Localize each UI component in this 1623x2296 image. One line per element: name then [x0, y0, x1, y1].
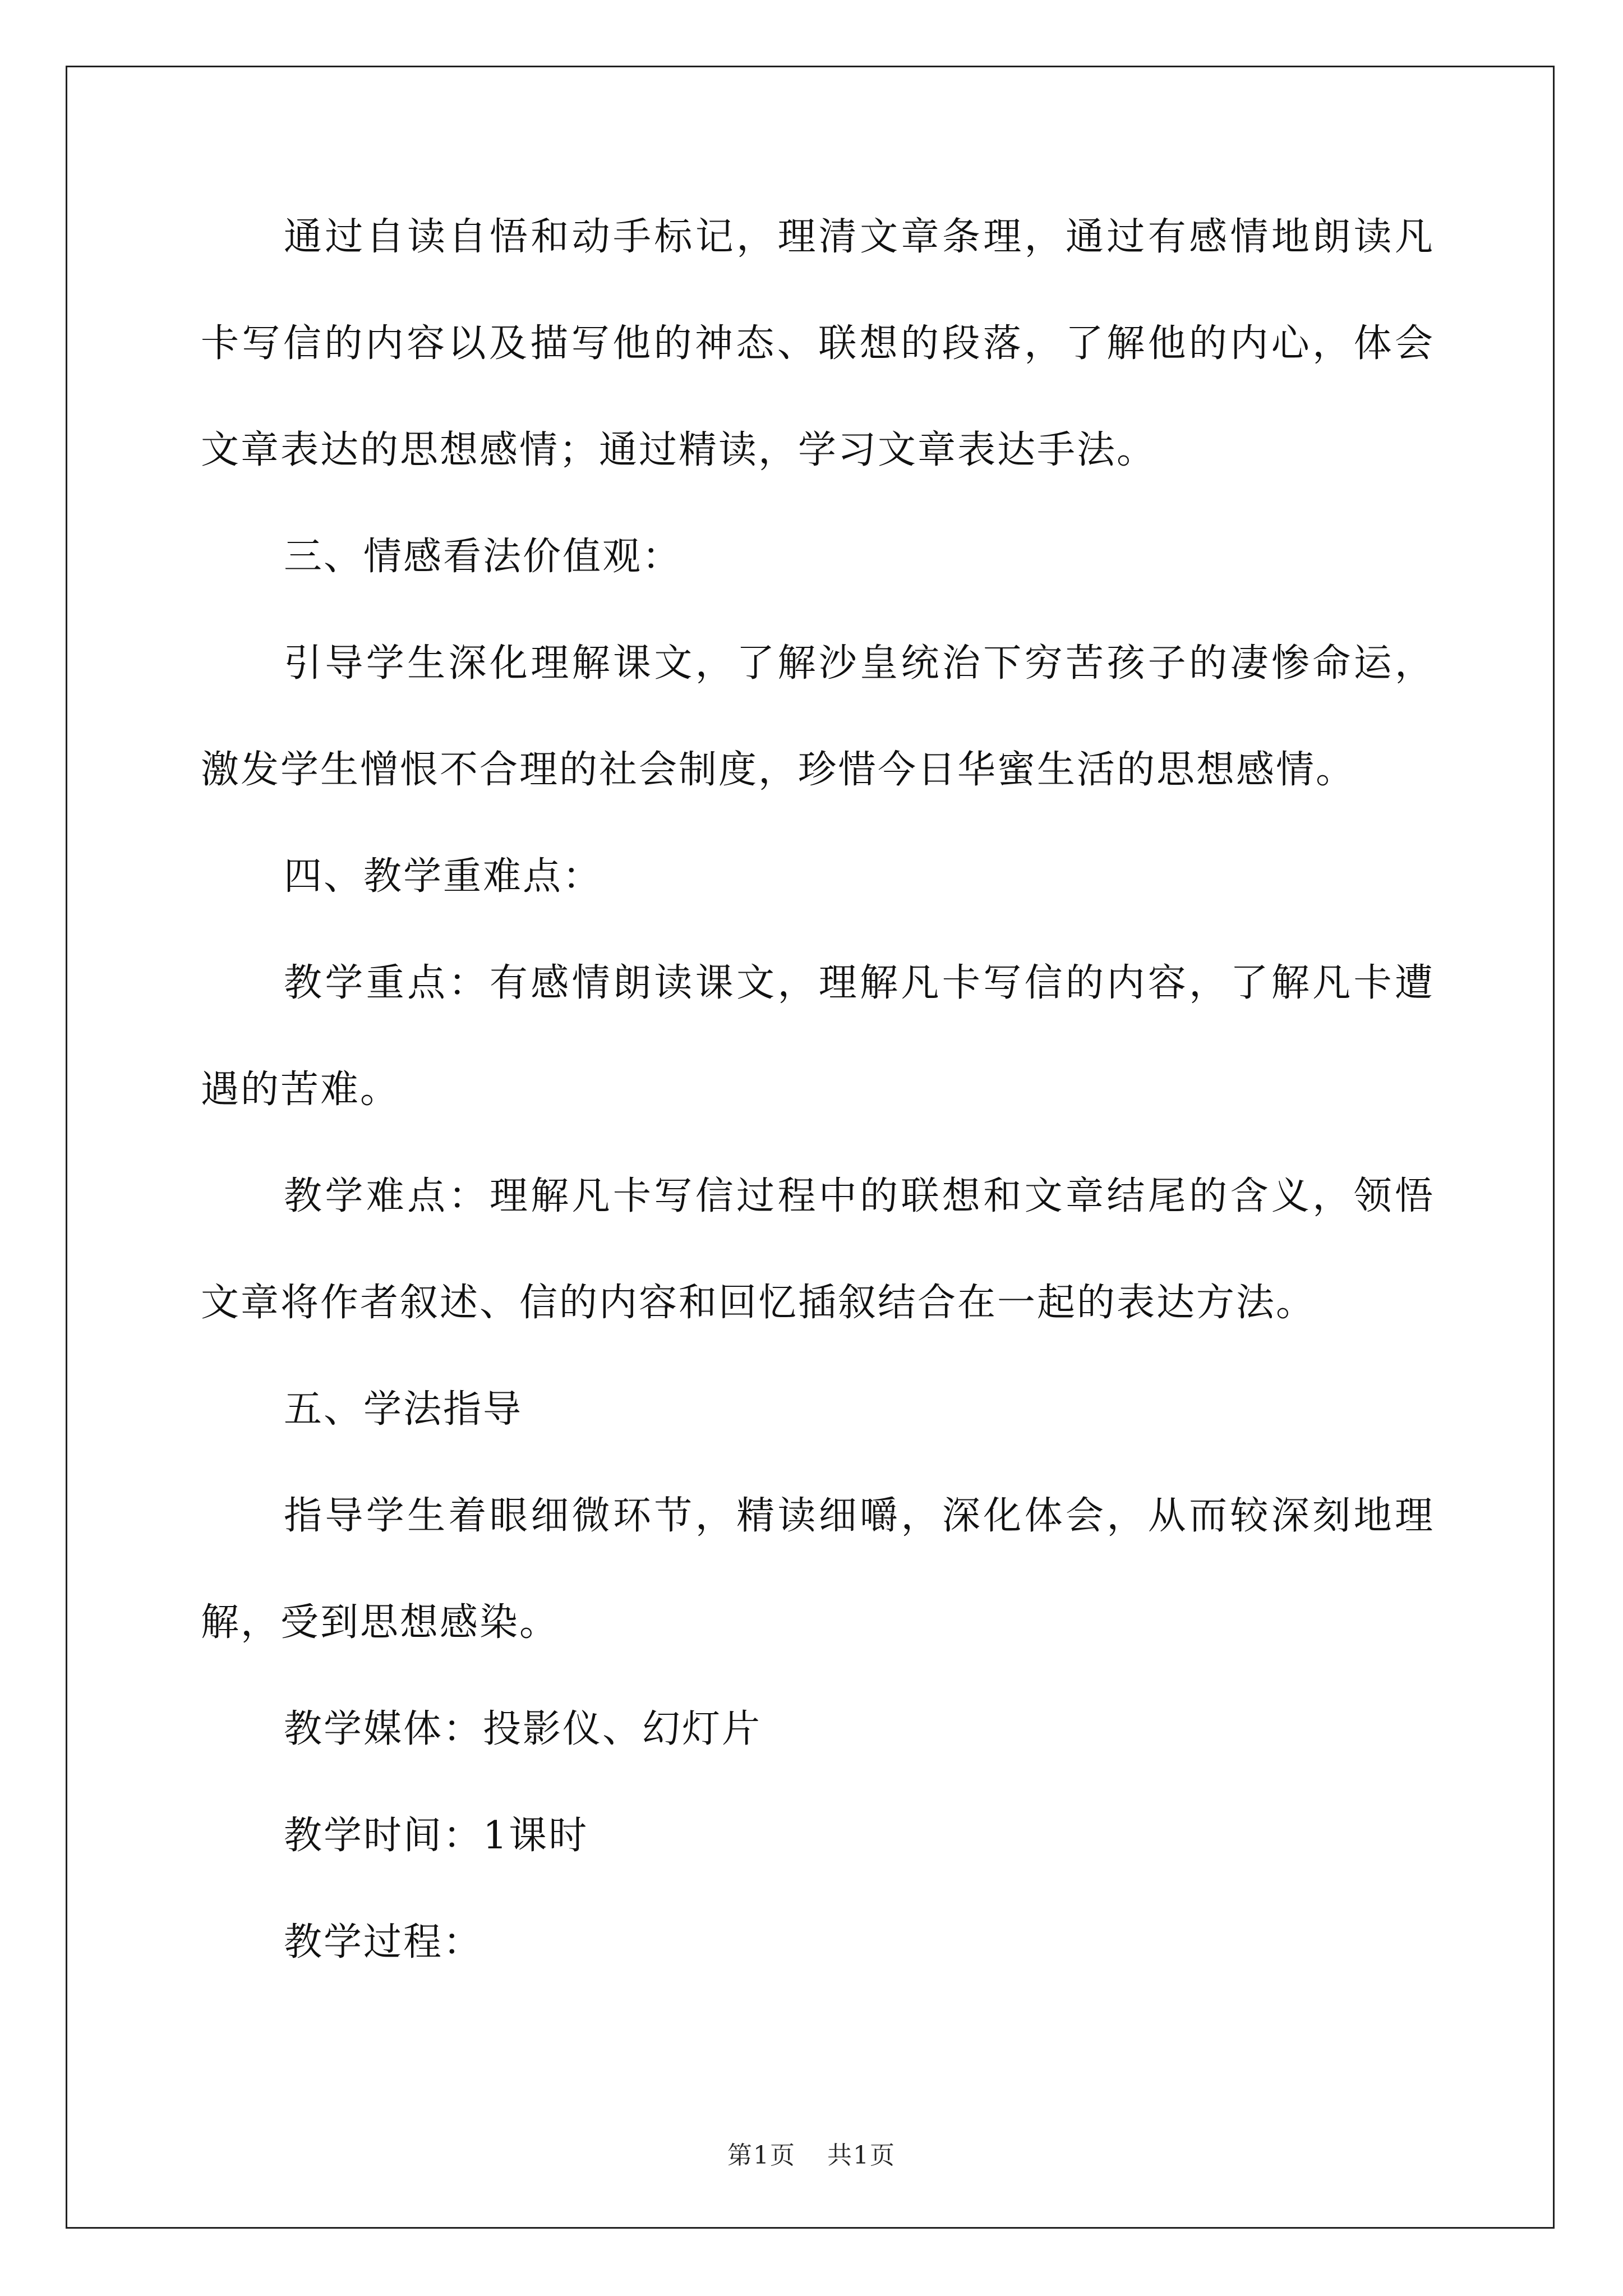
heading-study-method: 五、学法指导 — [284, 1387, 523, 1432]
paragraph-study-method: 指导学生着眼细微环节，精读细嚼，深化体会，从而较深刻地理解，受到思想感染。 — [201, 1494, 1435, 1645]
paragraph-difficult-point: 教学难点：理解凡卡写信过程中的联想和文章结尾的含义，领悟文章将作者叙述、信的内容和回忆插叙结合在一起的表达方法。 — [201, 1174, 1435, 1325]
paragraph-emotion-values: 引导学生深化理解课文，了解沙皇统治下穷苦孩子的凄惨命运，激发学生憎恨不合理的社会制度，珍惜今日华蜜生活的思想感情。 — [201, 641, 1435, 792]
paragraph-time: 教学时间：1课时 — [284, 1814, 589, 1858]
page-number-current: 第1页 — [727, 2141, 796, 2170]
heading-key-points: 四、教学重难点： — [284, 854, 603, 899]
paragraph-media: 教学媒体：投影仪、幻灯片 — [284, 1707, 762, 1751]
document-body — [201, 213, 1435, 1996]
paragraph-key-point: 教学重点：有感情朗读课文，理解凡卡写信的内容，了解凡卡遭遇的苦难。 — [201, 961, 1435, 1112]
heading-emotion-values: 三、情感看法价值观： — [284, 535, 683, 579]
paragraph-process: 教学过程： — [284, 1920, 483, 1964]
page-footer — [0, 2135, 1623, 2171]
page-number-total: 共1页 — [827, 2141, 896, 2170]
paragraph-objectives: 通过自读自悟和动手标记，理清文章条理，通过有感情地朗读凡卡写信的内容以及描写他的神态、联想的段落，了解他的内心，体会文章表达的思想感情；通过精读，学习文章表达手法。 — [201, 215, 1435, 472]
